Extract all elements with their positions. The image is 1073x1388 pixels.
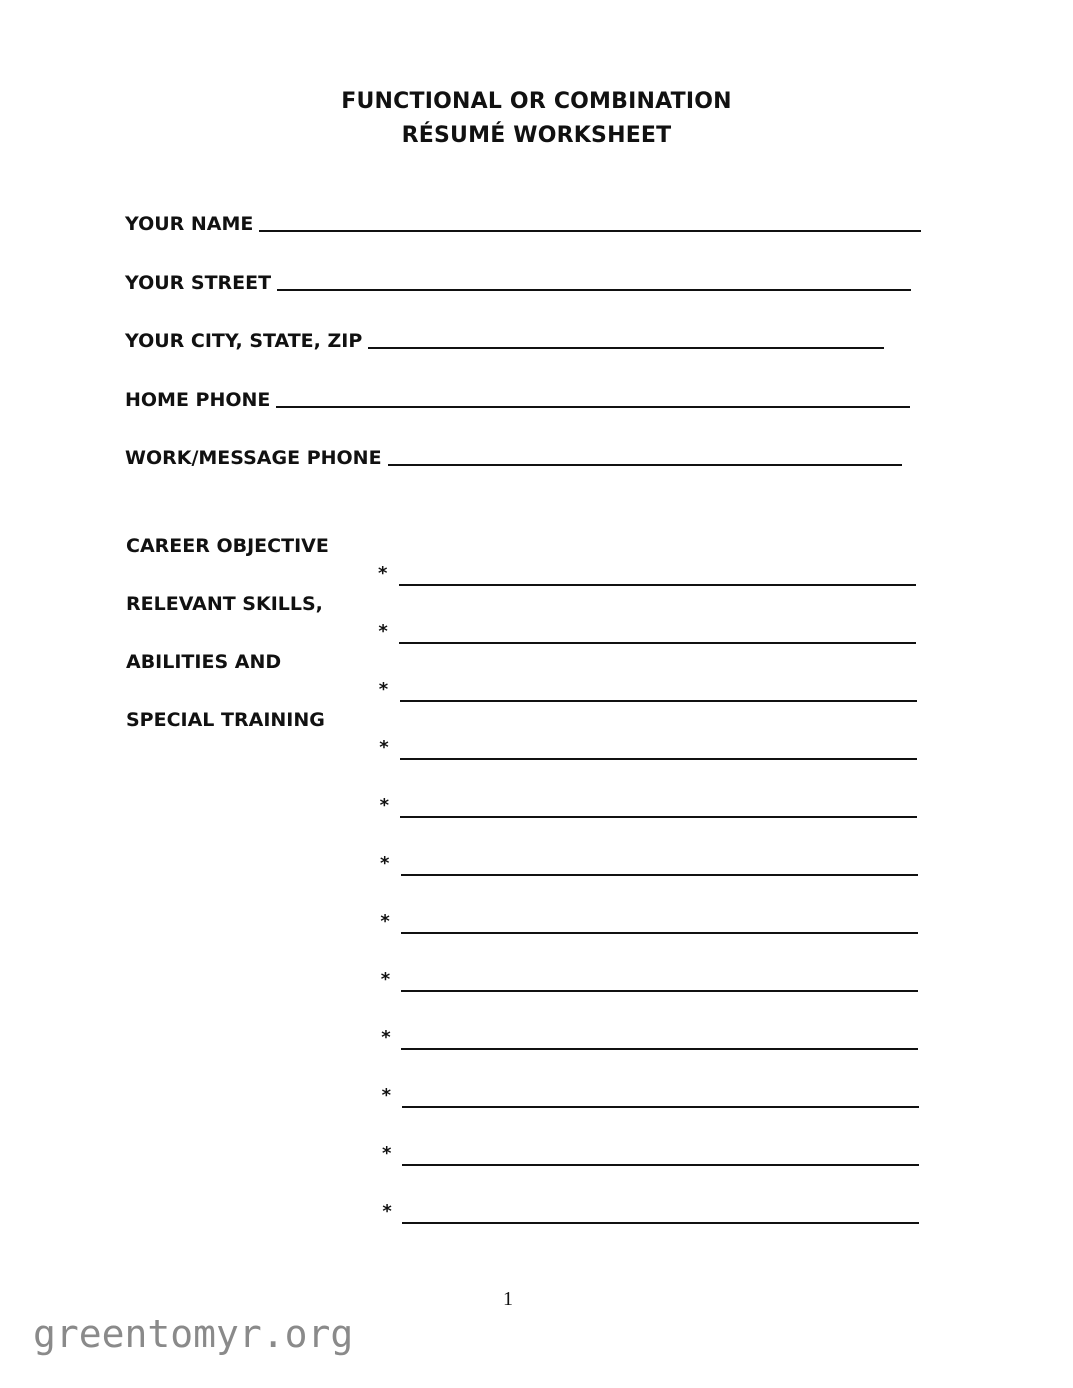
bullet-input-line[interactable]	[401, 1048, 918, 1050]
bullet-star-icon: *	[378, 621, 388, 642]
bullet-input-line[interactable]	[402, 1164, 919, 1166]
bullet-input-line[interactable]	[399, 584, 916, 586]
bullet-input-line[interactable]	[400, 758, 917, 760]
bullet-star-icon: *	[380, 853, 390, 874]
section-label-relevant-skills: RELEVANT SKILLS,	[126, 593, 323, 615]
field-label: HOME PHONE	[125, 389, 271, 411]
home-phone-field[interactable]	[125, 389, 910, 411]
bullet-star-icon: *	[382, 1143, 392, 1164]
city-state-zip-input-line[interactable]	[368, 347, 884, 349]
section-label-abilities: ABILITIES AND	[126, 651, 282, 673]
bullet-input-line[interactable]	[401, 990, 918, 992]
bullet-input-line[interactable]	[401, 932, 918, 934]
field-label: YOUR STREET	[125, 272, 272, 294]
section-label-career-objective: CAREER OBJECTIVE	[126, 535, 329, 557]
bullet-input-line[interactable]	[401, 874, 918, 876]
street-input-line[interactable]	[277, 289, 911, 291]
bullet-star-icon: *	[381, 1085, 392, 1106]
bullet-input-line[interactable]	[402, 1106, 919, 1108]
bullet-star-icon: *	[380, 969, 391, 990]
home-phone-input-line[interactable]	[276, 406, 910, 408]
city-state-zip-field[interactable]	[125, 330, 884, 352]
work-phone-input-line[interactable]	[388, 464, 902, 466]
bullet-input-line[interactable]	[402, 1222, 919, 1224]
street-field[interactable]	[125, 272, 911, 294]
bullet-star-icon: *	[381, 1027, 391, 1048]
watermark: greentomyr.org	[33, 1312, 354, 1356]
bullet-star-icon: *	[379, 737, 389, 758]
title-line-2: RÉSUMÉ WORKSHEET	[401, 123, 672, 148]
bullet-star-icon: *	[378, 679, 389, 700]
page-number: 1	[503, 1288, 513, 1310]
name-field[interactable]	[125, 213, 921, 235]
bullet-star-icon: *	[379, 795, 390, 816]
bullet-input-line[interactable]	[400, 816, 917, 818]
bullet-input-line[interactable]	[399, 642, 916, 644]
title-line-1: FUNCTIONAL OR COMBINATION	[341, 89, 732, 114]
work-phone-field[interactable]	[125, 447, 902, 469]
bullet-input-line[interactable]	[400, 700, 917, 702]
bullet-star-icon: *	[378, 563, 388, 584]
bullet-star-icon: *	[380, 911, 390, 932]
bullet-star-icon: *	[382, 1201, 392, 1222]
field-label: YOUR CITY, STATE, ZIP	[125, 330, 363, 352]
field-label: WORK/MESSAGE PHONE	[125, 447, 382, 469]
field-label: YOUR NAME	[125, 213, 254, 235]
name-input-line[interactable]	[259, 230, 921, 232]
section-label-special-training: SPECIAL TRAINING	[126, 709, 325, 731]
